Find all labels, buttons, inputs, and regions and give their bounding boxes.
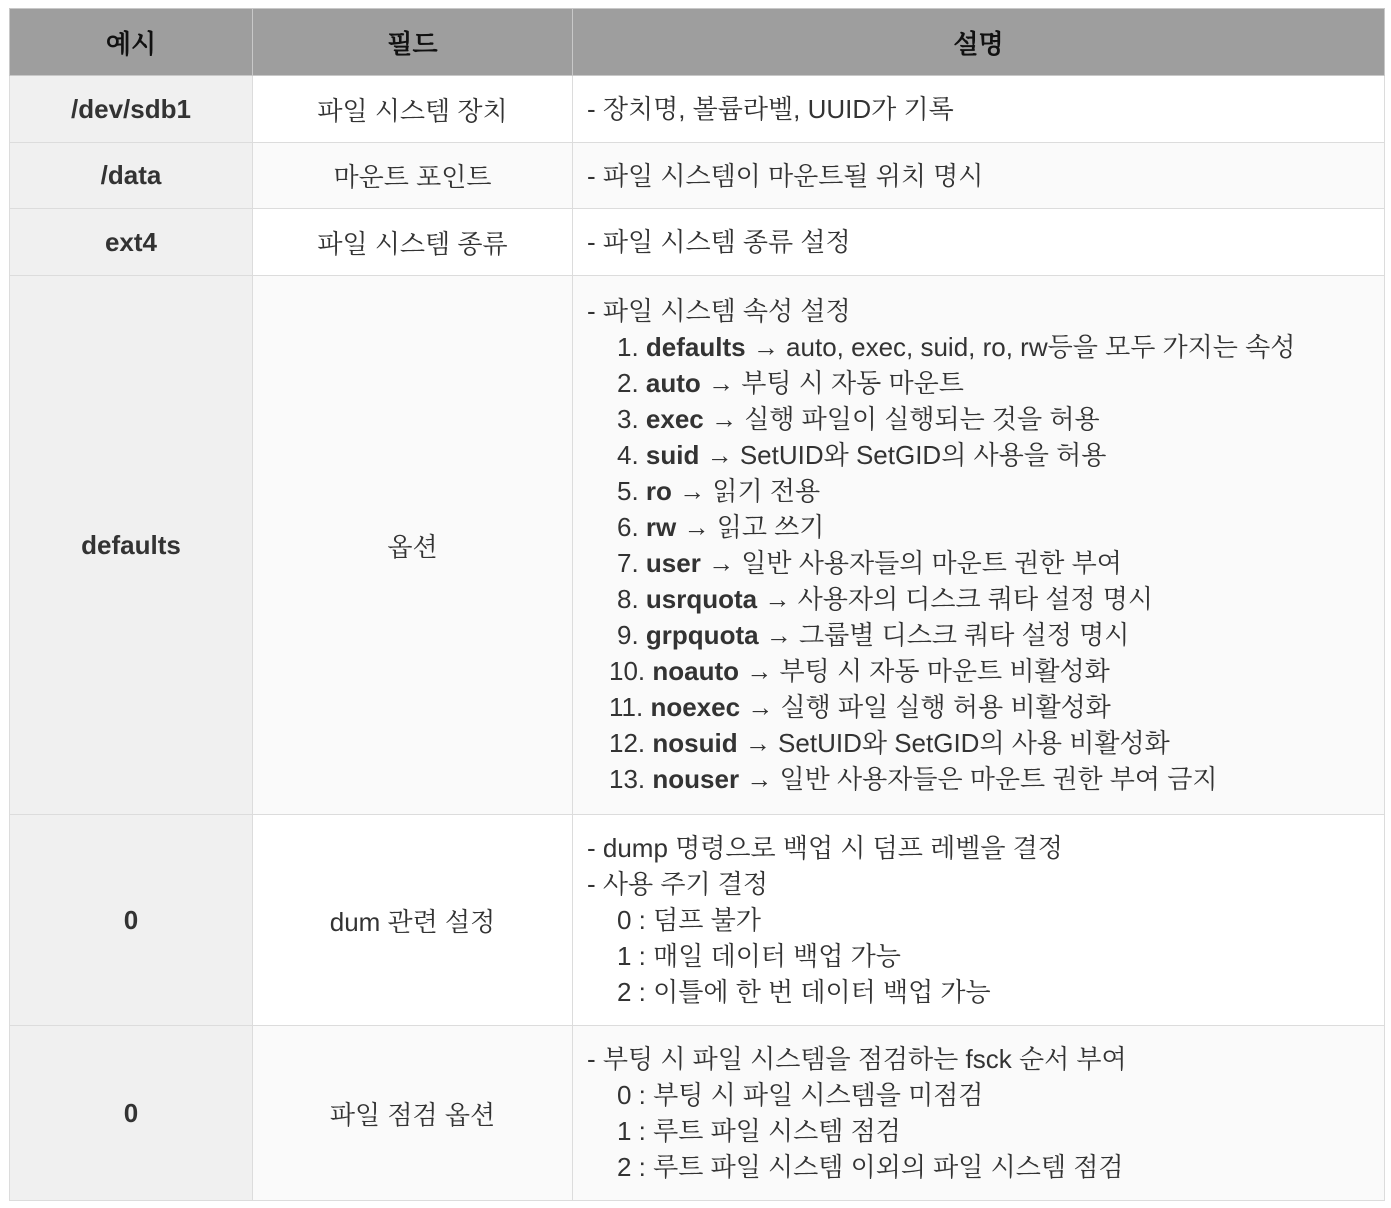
header-description: 설명 bbox=[573, 9, 1385, 76]
description-cell bbox=[573, 76, 1385, 143]
table-row bbox=[10, 76, 1385, 143]
description-line: - 사용 주기 결정 bbox=[587, 869, 769, 899]
option-number: 4. bbox=[617, 440, 639, 470]
description-line: - 파일 시스템 종류 설정 bbox=[587, 227, 851, 257]
option-description: → 실행 파일 실행 허용 비활성화 bbox=[740, 692, 1111, 722]
option-description: → auto, exec, suid, ro, rw등을 모두 가지는 속성 bbox=[745, 332, 1296, 362]
field-cell: 파일 시스템 종류 bbox=[253, 209, 573, 276]
description-line: - 부팅 시 파일 시스템을 점검하는 fsck 순서 부여 bbox=[587, 1044, 1127, 1074]
option-item bbox=[587, 545, 1384, 581]
example-cell: 0 bbox=[10, 1026, 253, 1201]
option-item bbox=[587, 581, 1384, 617]
option-description: → 일반 사용자들의 마운트 권한 부여 bbox=[700, 548, 1122, 578]
table-row bbox=[10, 209, 1385, 276]
options-list bbox=[587, 329, 1384, 797]
option-keyword: noexec bbox=[650, 692, 741, 722]
example-cell: /dev/sdb1 bbox=[10, 76, 253, 143]
description-cell bbox=[573, 815, 1385, 1026]
fstab-fields-table bbox=[9, 8, 1385, 1201]
option-item bbox=[587, 689, 1384, 725]
table-row bbox=[10, 1026, 1385, 1201]
option-keyword: defaults bbox=[645, 332, 746, 362]
header-field: 필드 bbox=[253, 9, 573, 76]
option-description: → 그룹별 디스크 쿼타 설정 명시 bbox=[758, 620, 1130, 650]
field-cell: 파일 점검 옵션 bbox=[253, 1026, 573, 1201]
option-number: 3. bbox=[617, 404, 639, 434]
option-description: → 읽기 전용 bbox=[671, 476, 821, 506]
sub-line: 1 : 매일 데이터 백업 가능 bbox=[617, 941, 901, 971]
option-keyword: noauto bbox=[652, 656, 740, 686]
sub-line: 2 : 이틀에 한 번 데이터 백업 가능 bbox=[617, 977, 991, 1007]
description-cell bbox=[573, 209, 1385, 276]
example-cell: ext4 bbox=[10, 209, 253, 276]
example-cell: /data bbox=[10, 143, 253, 209]
option-item bbox=[587, 437, 1384, 473]
option-description: → SetUID와 SetGID의 사용을 허용 bbox=[699, 440, 1107, 470]
option-number: 1. bbox=[617, 332, 639, 362]
sub-line: 0 : 덤프 불가 bbox=[617, 905, 761, 935]
option-number: 10. bbox=[609, 656, 646, 686]
option-number: 9. bbox=[617, 620, 639, 650]
option-item bbox=[587, 401, 1384, 437]
option-item bbox=[587, 365, 1384, 401]
example-cell: defaults bbox=[10, 276, 253, 815]
field-cell: dum 관련 설정 bbox=[253, 815, 573, 1026]
option-description: → SetUID와 SetGID의 사용 비활성화 bbox=[737, 728, 1170, 758]
option-number: 7. bbox=[617, 548, 639, 578]
field-cell: 마운트 포인트 bbox=[253, 143, 573, 209]
sub-line: 1 : 루트 파일 시스템 점검 bbox=[617, 1116, 901, 1146]
option-keyword: ro bbox=[645, 476, 672, 506]
description-line: - 파일 시스템이 마운트될 위치 명시 bbox=[587, 160, 984, 191]
option-number: 12. bbox=[609, 728, 646, 758]
option-item bbox=[587, 761, 1384, 797]
option-keyword: grpquota bbox=[645, 620, 759, 650]
option-description: → 읽고 쓰기 bbox=[676, 512, 825, 542]
option-item bbox=[587, 473, 1384, 509]
option-description: → 부팅 시 자동 마운트 bbox=[700, 368, 964, 398]
description-line: - dump 명령으로 백업 시 덤프 레벨을 결정 bbox=[587, 833, 1063, 863]
option-keyword: suid bbox=[645, 440, 700, 470]
description-line: - 장치명, 볼륨라벨, UUID가 기록 bbox=[587, 94, 954, 124]
table-row bbox=[10, 815, 1385, 1026]
option-number: 13. bbox=[609, 764, 646, 794]
option-number: 5. bbox=[617, 476, 639, 506]
sub-line: 2 : 루트 파일 시스템 이외의 파일 시스템 점검 bbox=[617, 1152, 1124, 1182]
option-number: 6. bbox=[617, 512, 639, 542]
option-keyword: rw bbox=[645, 512, 677, 542]
table-row bbox=[10, 143, 1385, 209]
option-keyword: exec bbox=[645, 404, 704, 434]
sub-line: 0 : 부팅 시 파일 시스템을 미점검 bbox=[617, 1080, 984, 1110]
header-row bbox=[10, 9, 1385, 76]
option-keyword: user bbox=[645, 548, 701, 578]
description-line: - 파일 시스템 속성 설정 bbox=[587, 296, 851, 326]
option-description: → 부팅 시 자동 마운트 비활성화 bbox=[739, 656, 1110, 686]
option-item bbox=[587, 617, 1384, 653]
header-example: 예시 bbox=[10, 9, 253, 76]
option-item bbox=[587, 509, 1384, 545]
option-description: → 실행 파일이 실행되는 것을 허용 bbox=[703, 404, 1100, 434]
option-description: → 일반 사용자들은 마운트 권한 부여 금지 bbox=[739, 764, 1218, 794]
option-item bbox=[587, 725, 1384, 761]
option-number: 8. bbox=[617, 584, 639, 614]
option-keyword: auto bbox=[645, 368, 701, 398]
table-row bbox=[10, 276, 1385, 815]
option-keyword: usrquota bbox=[645, 584, 758, 614]
option-keyword: nosuid bbox=[652, 728, 738, 758]
option-keyword: nouser bbox=[652, 764, 740, 794]
field-cell: 파일 시스템 장치 bbox=[253, 76, 573, 143]
option-item bbox=[587, 329, 1384, 365]
option-number: 11. bbox=[609, 692, 644, 722]
description-cell bbox=[573, 276, 1385, 815]
field-cell: 옵션 bbox=[253, 276, 573, 815]
option-item bbox=[587, 653, 1384, 689]
option-description: → 사용자의 디스크 쿼타 설정 명시 bbox=[757, 584, 1154, 614]
example-cell: 0 bbox=[10, 815, 253, 1026]
description-cell bbox=[573, 143, 1385, 209]
option-number: 2. bbox=[617, 368, 639, 398]
description-cell bbox=[573, 1026, 1385, 1201]
